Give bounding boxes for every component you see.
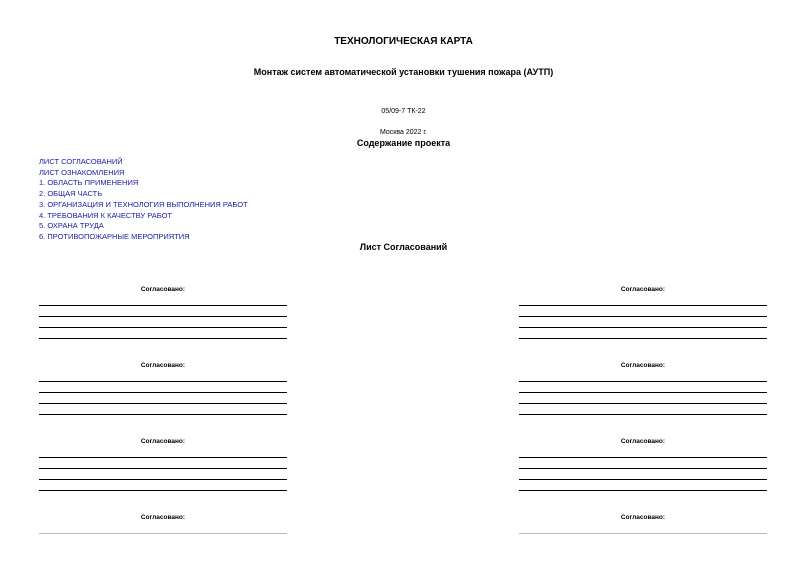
approval-block [519, 438, 767, 491]
approval-block [519, 362, 767, 415]
approval-label: Согласовано: [140, 362, 186, 369]
signature-line [519, 392, 767, 393]
signature-line [39, 533, 287, 534]
toc-item-general[interactable]: 2. ОБЩАЯ ЧАСТЬ [39, 189, 103, 199]
approval-label: Согласовано: [140, 438, 186, 445]
table-of-contents [39, 157, 248, 243]
approval-label: Согласовано: [140, 514, 186, 521]
signature-line [39, 338, 287, 339]
approval-block [39, 286, 287, 339]
approval-sheet-title: Лист Согласований [359, 242, 448, 252]
signature-line [39, 490, 287, 491]
signature-line [519, 305, 767, 306]
signature-line [39, 392, 287, 393]
signature-line [519, 490, 767, 491]
signature-line [519, 414, 767, 415]
signature-line [39, 316, 287, 317]
signature-line [39, 479, 287, 480]
approval-block [519, 514, 767, 534]
approval-label: Согласовано: [140, 286, 186, 293]
approval-label: Согласовано: [620, 438, 666, 445]
city-year: Москва 2022 г. [379, 129, 427, 136]
signature-line [39, 305, 287, 306]
approval-block [39, 514, 287, 534]
document-title: ТЕХНОЛОГИЧЕСКАЯ КАРТА [334, 36, 473, 47]
approval-block [39, 438, 287, 491]
approval-block [39, 362, 287, 415]
approval-label: Согласовано: [620, 362, 666, 369]
toc-item-scope[interactable]: 1. ОБЛАСТЬ ПРИМЕНЕНИЯ [39, 178, 139, 188]
signature-line [519, 479, 767, 480]
signature-line [39, 414, 287, 415]
signature-line [519, 457, 767, 458]
toc-item-acquaintance[interactable]: ЛИСТ ОЗНАКОМЛЕНИЯ [39, 167, 125, 177]
signature-line [39, 457, 287, 458]
signature-line [519, 327, 767, 328]
contents-title: Содержание проекта [356, 138, 451, 148]
toc-item-organization[interactable]: 3. ОРГАНИЗАЦИЯ И ТЕХНОЛОГИЯ ВЫПОЛНЕНИЯ РАБОТ [39, 199, 248, 209]
toc-item-fire[interactable]: 6. ПРОТИВОПОЖАРНЫЕ МЕРОПРИЯТИЯ [39, 231, 190, 241]
toc-item-quality[interactable]: 4. ТРЕБОВАНИЯ К КАЧЕСТВУ РАБОТ [39, 210, 173, 220]
signature-line [519, 316, 767, 317]
signature-line [519, 403, 767, 404]
signature-line [39, 468, 287, 469]
approval-block [519, 286, 767, 339]
signature-line [519, 468, 767, 469]
signature-line [519, 338, 767, 339]
signature-line [39, 327, 287, 328]
approval-label: Согласовано: [620, 286, 666, 293]
approval-label: Согласовано: [620, 514, 666, 521]
signature-line [519, 381, 767, 382]
document-code: 05/09-7 ТК-22 [381, 108, 426, 115]
signature-line [519, 533, 767, 534]
signature-line [39, 403, 287, 404]
toc-item-approvals[interactable]: ЛИСТ СОГЛАСОВАНИЙ [39, 157, 123, 166]
document-subtitle: Монтаж систем автоматической установки тушения пожара (АУТП) [253, 67, 554, 77]
signature-line [39, 381, 287, 382]
toc-item-safety[interactable]: 5. ОХРАНА ТРУДА [39, 221, 104, 231]
